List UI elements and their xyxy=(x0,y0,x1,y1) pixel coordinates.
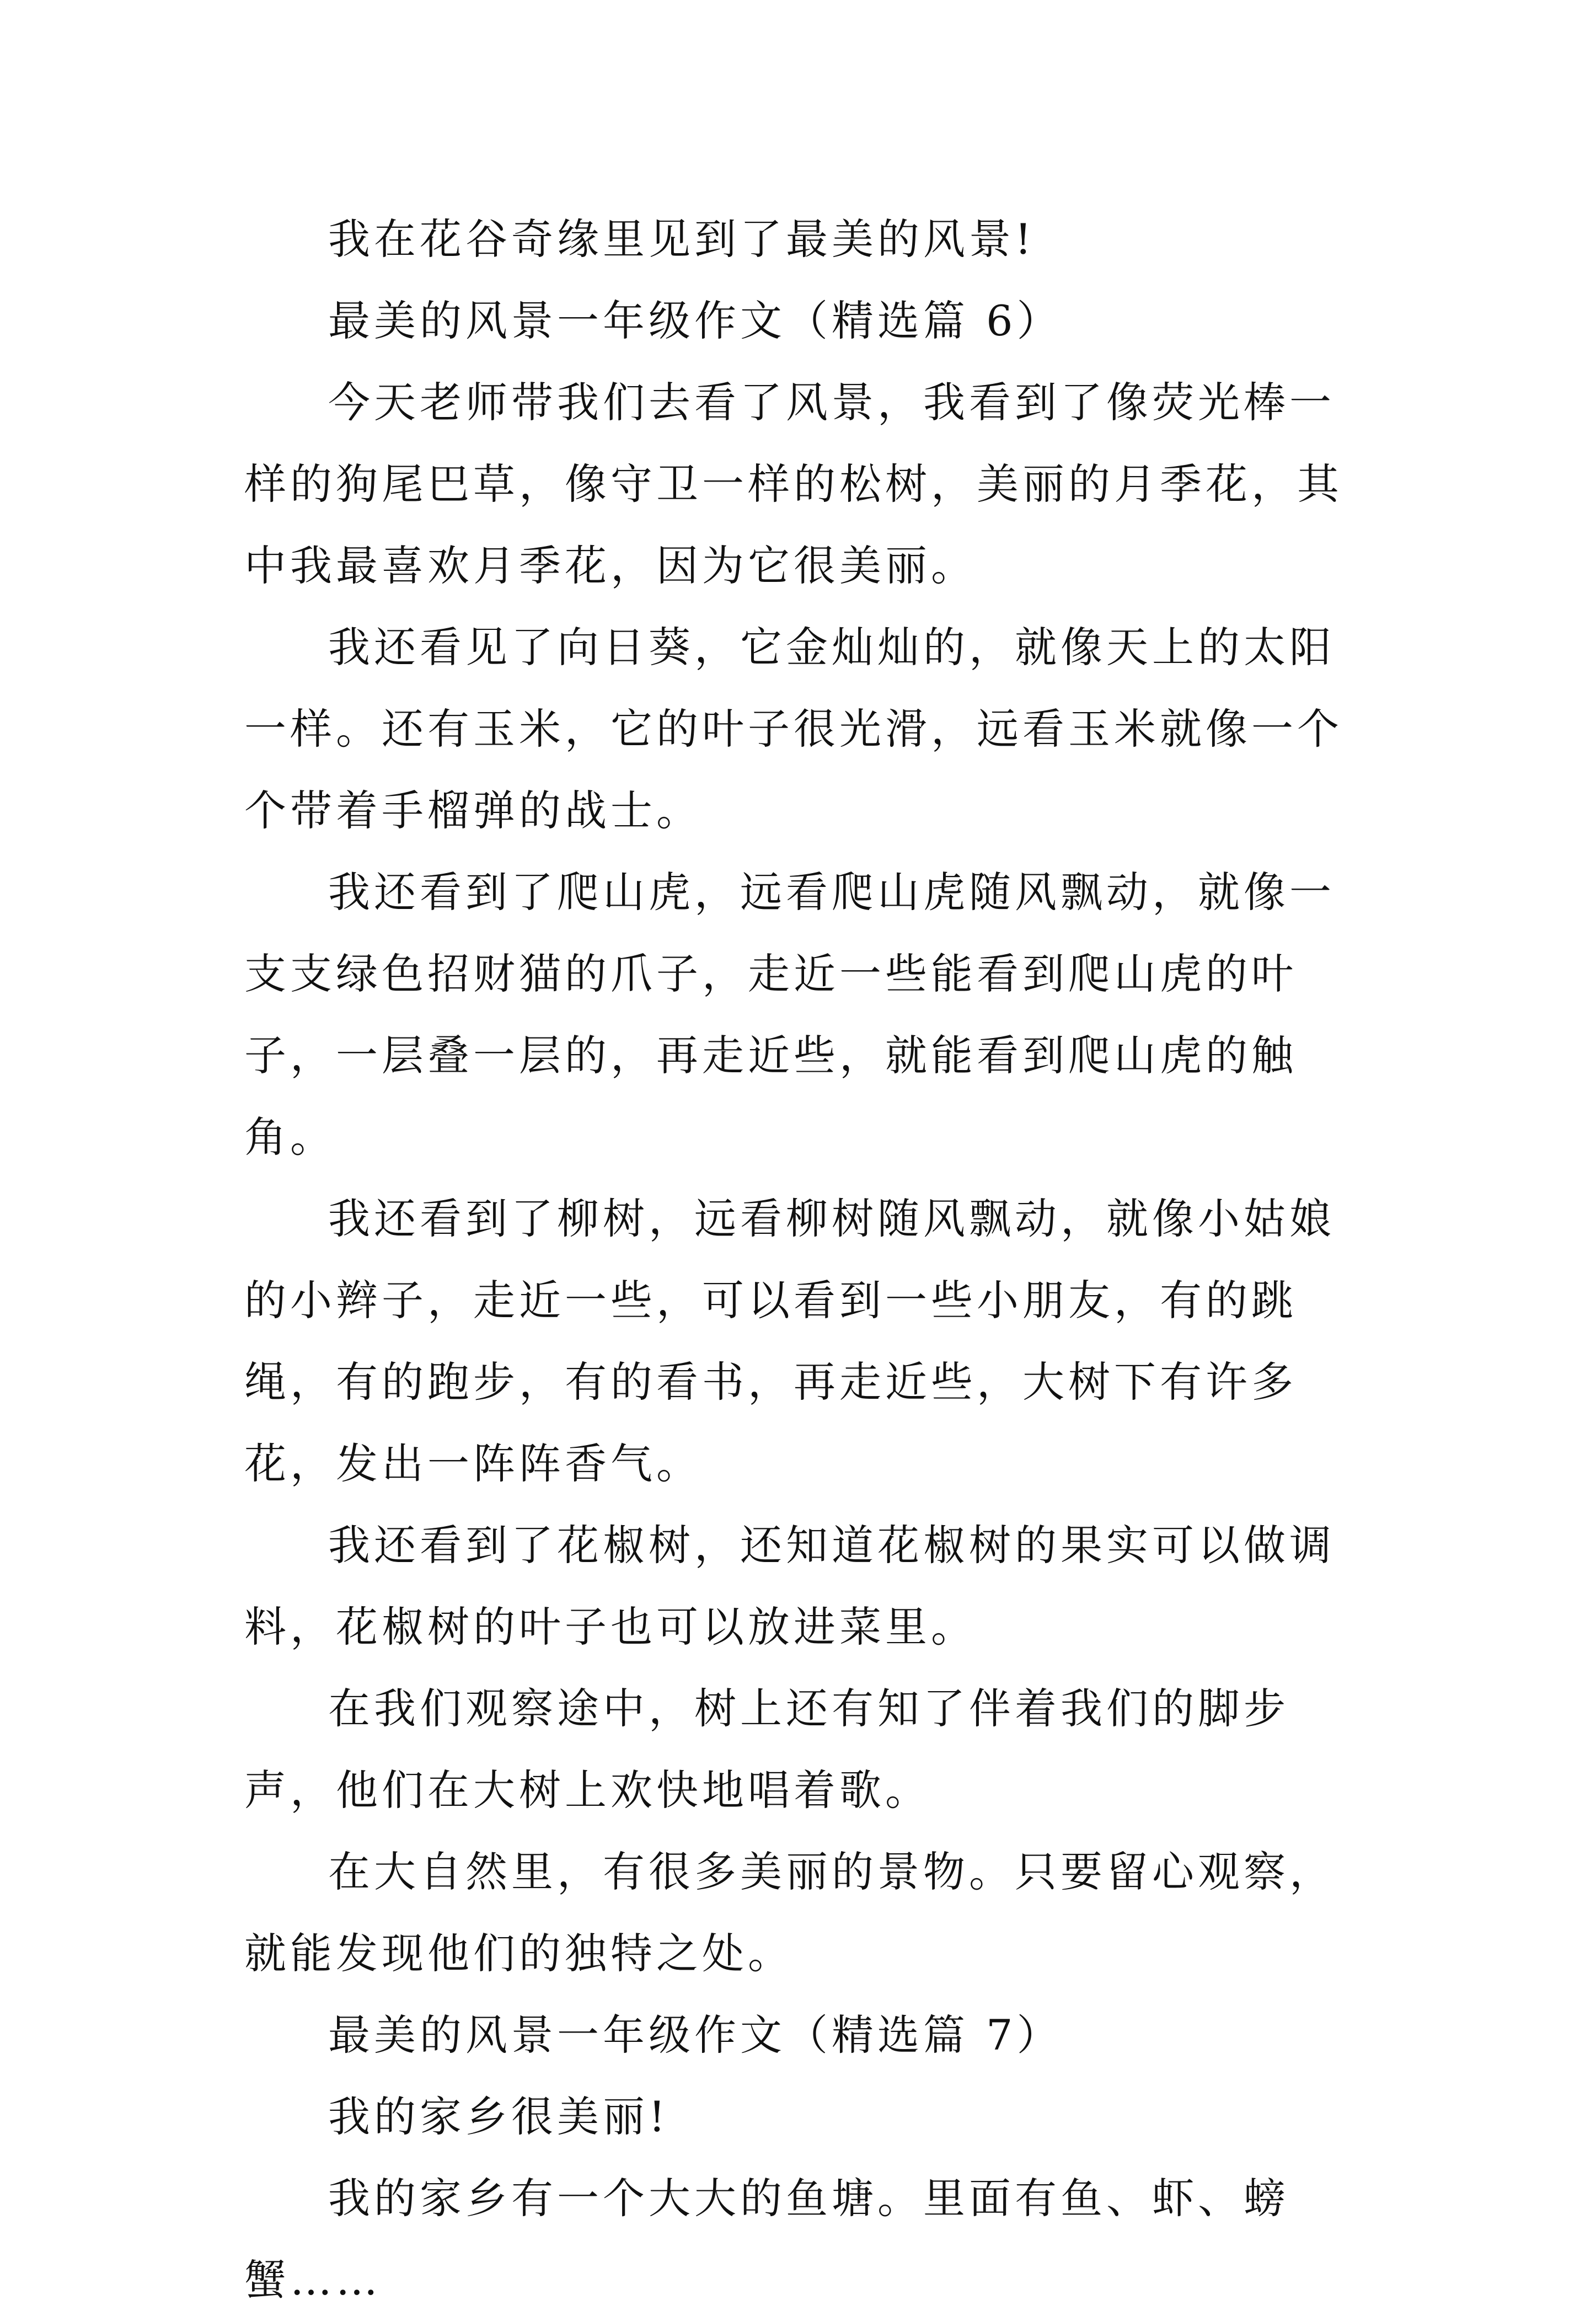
paragraph: 我的家乡有一个大大的鱼塘。里面有鱼、虾、螃蟹…… xyxy=(244,2174,1289,2304)
paragraph: 今天老师带我们去看了风景，我看到了像荧光棒一样的狗尾巴草，像守卫一样的松树，美丽的月季花，其中我最喜欢月季花，因为它很美丽。 xyxy=(244,378,1343,590)
essay-body xyxy=(244,199,1353,2321)
section-heading: 最美的风景一年级作文（精选篇 7） xyxy=(328,2010,1063,2060)
paragraph: 我还看到了柳树，远看柳树随风飘动，就像小姑娘的小辫子，走近一些，可以看到一些小朋友，有的跳绳，有的跑步，有的看书，再走近些，大树下有许多花，发出一阵阵香气。 xyxy=(244,1194,1335,1488)
paragraph: 我的家乡很美丽! xyxy=(328,2092,670,2141)
paragraph: 在大自然里，有很多美丽的景物。只要留心观察，就能发现他们的独特之处。 xyxy=(244,1847,1335,1978)
paragraph: 在我们观察途中，树上还有知了伴着我们的脚步声，他们在大树上欢快地唱着歌。 xyxy=(244,1684,1289,1815)
paragraph: 我还看到了花椒树，还知道花椒树的果实可以做调料，花椒树的叶子也可以放进菜里。 xyxy=(244,1521,1335,1651)
section-heading: 最美的风景一年级作文（精选篇 6） xyxy=(328,296,1063,345)
paragraph: 我还看见了向日葵，它金灿灿的，就像天上的太阳一样。还有玉米，它的叶子很光滑，远看玉米就像一个个带着手榴弹的战士。 xyxy=(244,623,1343,835)
paragraph: 我还看到了爬山虎，远看爬山虎随风飘动，就像一支支绿色招财猫的爪子，走近一些能看到爬山虎的叶子，一层叠一层的，再走近些，就能看到爬山虎的触角。 xyxy=(244,868,1335,1162)
paragraph: 我在花谷奇缘里见到了最美的风景! xyxy=(328,215,1036,264)
